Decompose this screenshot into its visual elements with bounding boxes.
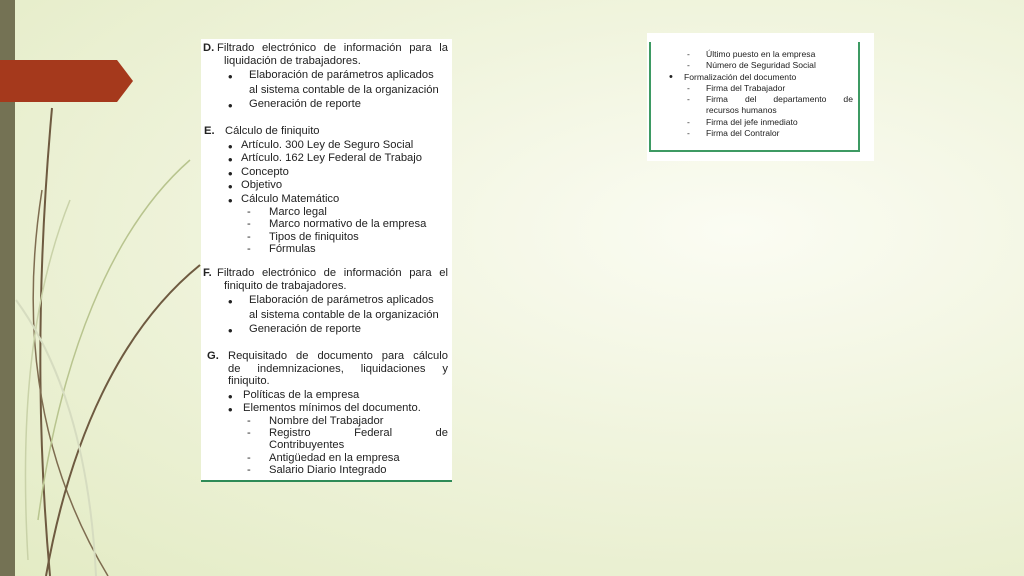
- section-g-title-line2: [228, 363, 448, 376]
- word: de: [323, 267, 337, 279]
- section-f-title-line2: finiquito de trabajadores.: [224, 280, 347, 292]
- section-e-item: Cálculo Matemático: [241, 193, 340, 205]
- dash: -: [247, 415, 251, 427]
- section-d-title-line1: [217, 42, 448, 55]
- word: información: [343, 42, 402, 54]
- dash: -: [247, 427, 251, 439]
- section-e-item: Concepto: [241, 166, 289, 178]
- word: la: [439, 42, 448, 54]
- page2-subitem: Firma del jefe inmediato: [706, 117, 798, 127]
- section-g-subitem-cont: Contribuyentes: [269, 439, 345, 451]
- dash: -: [247, 464, 251, 476]
- dash: -: [247, 218, 251, 230]
- word: del: [744, 94, 757, 104]
- dash: -: [247, 231, 251, 243]
- word: el: [439, 267, 448, 279]
- bullet: •: [228, 166, 233, 181]
- word: para: [381, 350, 405, 362]
- bullet: •: [228, 323, 233, 338]
- dash: -: [247, 452, 251, 464]
- page2-subitem-cont: recursos humanos: [706, 105, 777, 115]
- page2-item: Formalización del documento: [684, 72, 797, 82]
- section-g-subitem: [269, 427, 448, 440]
- section-d-item2: Generación de reporte: [249, 98, 361, 110]
- word: y: [442, 363, 448, 375]
- section-d-item1-line2: al sistema contable de la organización: [249, 84, 439, 96]
- section-e-item: Artículo. 162 Ley Federal de Trabajo: [241, 152, 422, 164]
- bullet: •: [228, 389, 233, 404]
- word: Requisitado: [228, 350, 288, 362]
- dash: -: [687, 49, 690, 59]
- bullet: •: [228, 152, 233, 167]
- section-e-subitem: Tipos de finiquitos: [269, 231, 359, 243]
- page2-subitem: [706, 94, 853, 104]
- section-f-label: F.: [203, 267, 212, 279]
- document-page-2: [647, 33, 874, 161]
- word: información: [343, 267, 402, 279]
- page2-subitem: Número de Seguridad Social: [706, 60, 816, 70]
- word: electrónico: [261, 267, 317, 279]
- section-g-item: Políticas de la empresa: [243, 389, 360, 401]
- word: para: [409, 267, 432, 279]
- bullet: •: [228, 139, 233, 154]
- section-g-subitem: Nombre del Trabajador: [269, 415, 384, 427]
- section-g-label: G.: [207, 350, 219, 362]
- word: para: [409, 42, 432, 54]
- section-g-title-line1: [228, 350, 448, 363]
- section-e-subitem: Marco normativo de la empresa: [269, 218, 427, 230]
- section-g-title-line3: finiquito.: [228, 375, 270, 387]
- section-d-title-line2: liquidación de trabajadores.: [224, 55, 361, 67]
- bullet: •: [228, 294, 233, 309]
- dash: -: [687, 60, 690, 70]
- section-g-item: Elementos mínimos del documento.: [243, 402, 421, 414]
- section-f-item1-line2: al sistema contable de la organización: [249, 309, 439, 321]
- word: Federal: [354, 427, 393, 439]
- word: indemnizaciones,: [257, 363, 344, 375]
- word: de: [296, 350, 309, 362]
- section-e-subitem: Marco legal: [269, 206, 327, 218]
- section-d-label: D.: [203, 42, 215, 54]
- dash: -: [687, 83, 690, 93]
- section-g-subitem: Antigüedad en la empresa: [269, 452, 400, 464]
- word: Filtrado: [217, 42, 255, 54]
- word: de: [843, 94, 853, 104]
- section-f-title-line1: [217, 267, 448, 280]
- bullet: •: [228, 98, 233, 113]
- section-e-item: Artículo. 300 Ley de Seguro Social: [241, 139, 414, 151]
- document-page-1: [201, 39, 452, 482]
- word: Firma: [706, 94, 728, 104]
- word: cálculo: [413, 350, 448, 362]
- word: de: [435, 427, 448, 439]
- word: de: [323, 42, 337, 54]
- bullet: •: [669, 71, 673, 83]
- dash: -: [687, 117, 690, 127]
- section-e-item: Objetivo: [241, 179, 283, 191]
- section-g-subitem: Salario Diario Integrado: [269, 464, 387, 476]
- bullet: •: [228, 402, 233, 417]
- bullet: •: [228, 69, 233, 84]
- page2-subitem: Último puesto en la empresa: [706, 49, 816, 59]
- section-f-item1-line1: Elaboración de parámetros aplicados: [249, 294, 434, 306]
- page2-subitem: Firma del Trabajador: [706, 83, 786, 93]
- word: Registro: [269, 427, 311, 439]
- dash: -: [687, 128, 690, 138]
- word: Filtrado: [217, 267, 255, 279]
- page2-subitem: Firma del Contralor: [706, 128, 780, 138]
- word: liquidaciones: [360, 363, 426, 375]
- word: electrónico: [261, 42, 317, 54]
- word: departamento: [773, 94, 827, 104]
- dash: -: [247, 206, 251, 218]
- word: de: [228, 363, 241, 375]
- section-f-item2: Generación de reporte: [249, 323, 361, 335]
- bullet: •: [228, 193, 233, 208]
- section-e-subitem: Fórmulas: [269, 243, 316, 255]
- section-e-label: E.: [204, 125, 215, 137]
- dash: -: [687, 94, 690, 104]
- section-d-item1-line1: Elaboración de parámetros aplicados: [249, 69, 434, 81]
- dash: -: [247, 243, 251, 255]
- section-e-title: Cálculo de finiquito: [225, 125, 320, 137]
- word: documento: [317, 350, 373, 362]
- bullet: •: [228, 179, 233, 194]
